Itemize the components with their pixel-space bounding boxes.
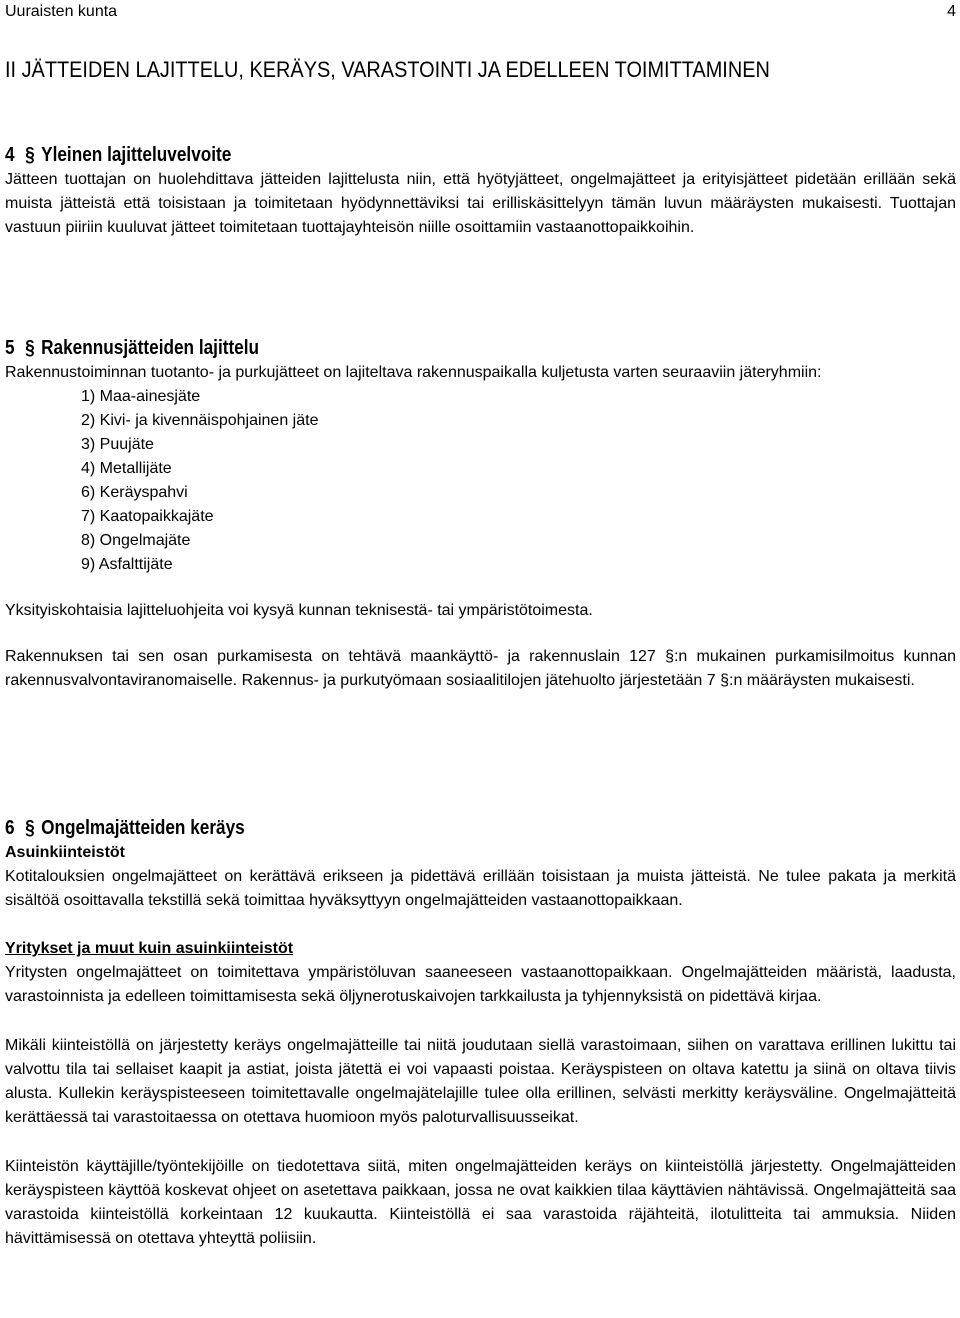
list-item: 6) Keräyspahvi	[81, 484, 188, 501]
list-item: 1) Maa-ainesjäte	[81, 388, 201, 405]
section-symbol: §	[720, 672, 729, 689]
list-item: 2) Kivi- ja kivennäispohjainen jäte	[81, 412, 319, 429]
page-header	[5, 0, 956, 24]
list-item: 9) Asfalttijäte	[81, 556, 173, 573]
section-number: 4	[5, 144, 15, 166]
section-symbol: §	[25, 817, 35, 839]
list-item: 4) Metallijäte	[81, 460, 172, 477]
list-item: 8) Ongelmajäte	[81, 532, 191, 549]
section-title: Rakennusjätteiden lajittelu	[41, 337, 260, 359]
paragraph	[5, 645, 956, 693]
section-title: Yleinen lajitteluvelvoite	[41, 144, 232, 166]
subheading-companies: Yritykset ja muut kuin asuinkiinteistöt	[5, 940, 294, 957]
text-run: :n määräysten mukaisesti.	[729, 672, 915, 689]
subheading-residential: Asuinkiinteistöt	[5, 844, 126, 861]
section-4	[5, 142, 956, 240]
paragraph: Yritysten ongelmajätteet on toimitettava ympäristöluvan saaneeseen vastaanottopaikkaan. Ongelmajätteiden määristä, laadusta, varastoinnista ja edelleen toimittamisesta sekä öljynerotuskaivojen tarkkailusta ja tyhjennyksistä on pidettävä kirjaa.	[5, 964, 956, 1005]
section-symbol: §	[25, 144, 35, 166]
municipality-name: Uuraisten kunta	[5, 3, 118, 20]
section-number: 5	[5, 337, 15, 359]
section-heading	[5, 335, 823, 361]
section-symbol: §	[25, 337, 35, 359]
section-heading	[5, 815, 823, 841]
paragraph: Kiinteistön käyttäjille/työntekijöille on tiedotettava siitä, miten ongelmajätteiden keräys on kiinteistöllä järjestetty. Ongelmajätteiden keräyspisteen käyttöä koskevat ohjeet on asetettava paikkaan, jossa ne ovat kaikkien tilaa käyttävien nähtävissä. Ongelmajätteitä saa varastoida kiinteistöllä korkeintaan 12 kuukautta. Kiinteistöllä ei saa varastoida räjähteitä, ilotulitteita tai ammuksia. Niiden hävittämisessä on otettava yhteyttä poliisiin.	[5, 1158, 956, 1247]
section-title: Ongelmajätteiden keräys	[41, 817, 245, 839]
section-symbol: §	[665, 648, 674, 665]
paragraph: Rakennustoiminnan tuotanto- ja purkujätteet on lajiteltava rakennuspaikalla kuljetusta varten seuraaviin jäteryhmiin:	[5, 364, 822, 381]
paragraph: Mikäli kiinteistöllä on järjestetty keräys ongelmajätteille tai niitä joudutaan siellä varastoimaan, siihen on varattava erillinen lukittu tai valvottu tila tai sellaiset kaapit ja astiat, joista jätettä ei voi vapaasti poistaa. Keräyspisteen on oltava katettu ja siinä on oltava tiivis alusta. Kullekin keräyspisteeseen toimitettavalle ongelmajätelajille tulee olla erillinen, selvästi merkitty keräysväline. Ongelmajätteitä kerättäessä tai varastoitaessa on otettava huomioon myös paloturvallisuusseikat.	[5, 1037, 956, 1126]
waste-group-list	[5, 385, 956, 577]
list-item: 3) Puujäte	[81, 436, 154, 453]
section-heading	[5, 142, 823, 168]
paragraph: Kotitalouksien ongelmajätteet on kerättävä erikseen ja pidettävä erillään toisistaan ja muista jätteistä. Ne tulee pakata ja merkitä sisältöä osoittavalla tekstillä sekä toimittaa hyväksyttyyn ongelmajätteiden vastaanottopaikkaan.	[5, 868, 956, 909]
page-number: 4	[947, 3, 956, 20]
section-number: 6	[5, 817, 15, 839]
paragraph: Yksityiskohtaisia lajitteluohjeita voi kysyä kunnan teknisestä- tai ympäristötoimesta.	[5, 602, 593, 619]
text-run: Rakennuksen tai sen osan purkamisesta on tehtävä maankäyttö- ja rakennuslain 127	[5, 648, 656, 665]
text-run: :n mukainen purkamisilmoitus kunnan rakennusvalvontaviranomaiselle. Rakennus- ja purkutyömaan sosiaalitilojen jätehuolto järjestetään 7	[5, 648, 957, 689]
section-6	[5, 815, 956, 1251]
list-item: 7) Kaatopaikkajäte	[81, 508, 214, 525]
chapter-title: II JÄTTEIDEN LAJITTELU, KERÄYS, VARASTOINTI JA EDELLEEN TOIMITTAMINEN	[5, 57, 770, 82]
section-5	[5, 335, 956, 693]
paragraph: Jätteen tuottajan on huolehdittava jätteiden lajittelusta niin, että hyötyjätteet, ongelmajätteet ja erityisjätteet pidetään erillään sekä muista jätteistä että toisistaan ja toimitetaan hyödynnettäviksi tai erilliskäsittelyyn tämän luvun määräysten mukaisesti. Tuottajan vastuun piiriin kuuluvat jätteet toimitetaan tuottajayhteisön niille osoittamiin vastaanottopaikkoihin.	[5, 171, 956, 236]
